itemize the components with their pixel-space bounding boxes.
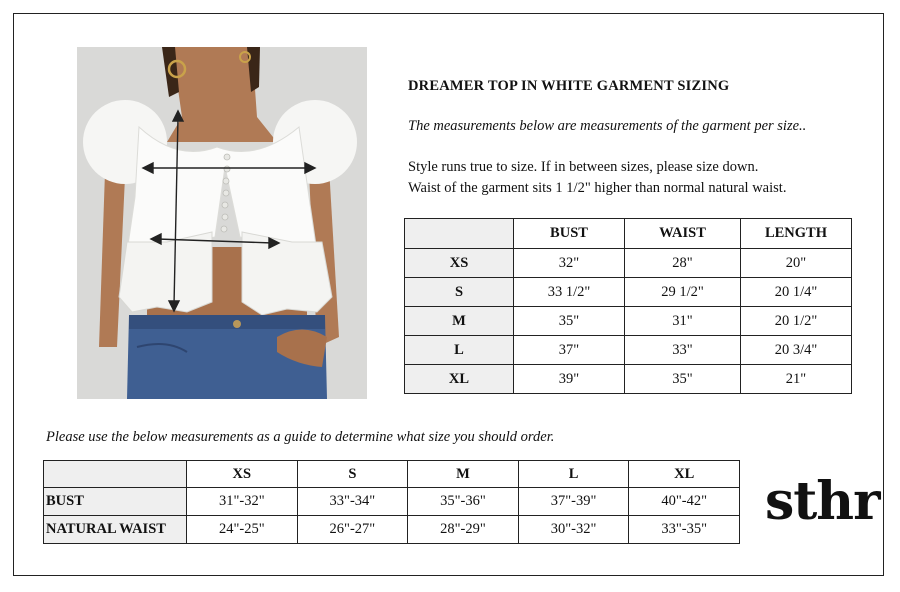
measurement-cell: 40"-42" [629,488,740,516]
table-row [44,488,740,516]
header-size-l: L [518,461,629,488]
waist-value: 33" [625,336,741,365]
header-length: LENGTH [741,219,852,249]
bust-value: 35" [514,307,625,336]
bust-value: 32" [514,249,625,278]
body-measurement-table [43,460,740,544]
measurement-cell: 37"-39" [518,488,629,516]
header-empty [44,461,187,488]
measurement-cell: 24"-25" [187,516,298,544]
measurement-cell: 35"-36" [408,488,519,516]
length-value: 20 1/4" [741,278,852,307]
header-size-s: S [297,461,408,488]
size-label: XS [405,249,514,278]
table-row [405,307,852,336]
table-header-row [405,219,852,249]
waist-value: 31" [625,307,741,336]
table-row [405,336,852,365]
row-label-natural-waist: NATURAL WAIST [44,516,187,544]
model-illustration [77,47,367,399]
measurement-cell: 31"-32" [187,488,298,516]
page-title: DREAMER TOP IN WHITE GARMENT SIZING [408,78,730,94]
size-label: M [405,307,514,336]
waist-value: 29 1/2" [625,278,741,307]
garment-size-table [404,218,852,394]
fit-note: Style runs true to size. If in between sizes, please size down. [408,159,759,175]
length-value: 20 1/2" [741,307,852,336]
row-label-bust: BUST [44,488,187,516]
measurement-cell: 26"-27" [297,516,408,544]
size-label: XL [405,365,514,394]
table-header-row [44,461,740,488]
header-size-xl: XL [629,461,740,488]
subtitle: The measurements below are measurements of the garment per size.. [408,118,807,134]
product-photo [77,47,367,399]
header-empty [405,219,514,249]
measurement-cell: 33"-35" [629,516,740,544]
measurement-cell: 28"-29" [408,516,519,544]
header-bust: BUST [514,219,625,249]
waist-note: Waist of the garment sits 1 1/2" higher than normal natural waist. [408,180,787,196]
size-label: L [405,336,514,365]
bust-value: 37" [514,336,625,365]
table-row [405,249,852,278]
length-value: 21" [741,365,852,394]
header-size-m: M [408,461,519,488]
table-row [405,365,852,394]
guide-note: Please use the below measurements as a guide to determine what size you should order. [46,429,555,445]
bust-value: 33 1/2" [514,278,625,307]
waist-value: 35" [625,365,741,394]
size-label: S [405,278,514,307]
length-value: 20" [741,249,852,278]
header-waist: WAIST [625,219,741,249]
waist-value: 28" [625,249,741,278]
table-row [405,278,852,307]
length-value: 20 3/4" [741,336,852,365]
table-row [44,516,740,544]
measurement-cell: 30"-32" [518,516,629,544]
bust-value: 39" [514,365,625,394]
header-size-xs: XS [187,461,298,488]
brand-logo: sthr [765,471,880,532]
measurement-cell: 33"-34" [297,488,408,516]
